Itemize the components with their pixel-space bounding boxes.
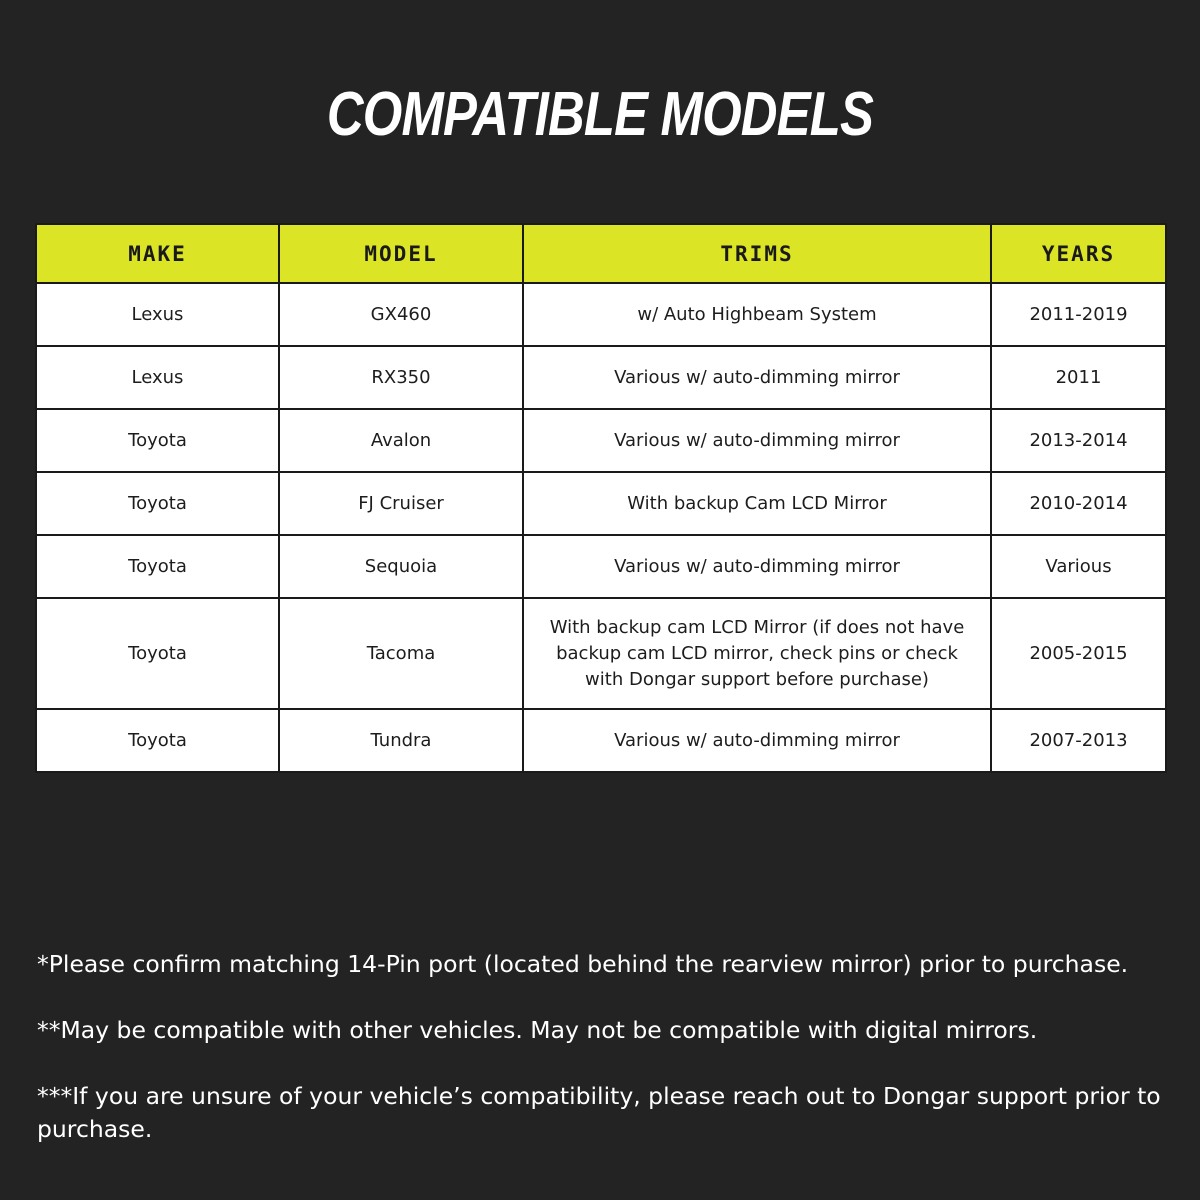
cell-make: Lexus (36, 283, 279, 346)
cell-make: Toyota (36, 472, 279, 535)
column-header-make: MAKE (36, 224, 279, 283)
cell-years: 2013-2014 (991, 409, 1166, 472)
cell-years: 2010-2014 (991, 472, 1166, 535)
cell-model: GX460 (279, 283, 523, 346)
table-row (36, 409, 1166, 472)
footnotes (37, 948, 1167, 1179)
cell-model: Sequoia (279, 535, 523, 598)
cell-trims: Various w/ auto-dimming mirror (523, 535, 991, 598)
cell-make: Lexus (36, 346, 279, 409)
table-row (36, 598, 1166, 709)
table-row (36, 283, 1166, 346)
cell-model: Tacoma (279, 598, 523, 709)
cell-years: 2007-2013 (991, 709, 1166, 772)
cell-model: RX350 (279, 346, 523, 409)
table-row (36, 472, 1166, 535)
cell-make: Toyota (36, 709, 279, 772)
table-row (36, 535, 1166, 598)
column-header-model: MODEL (279, 224, 523, 283)
cell-trims: With backup Cam LCD Mirror (523, 472, 991, 535)
compatibility-table-container (35, 223, 1165, 773)
column-header-trims: TRIMS (523, 224, 991, 283)
cell-make: Toyota (36, 409, 279, 472)
page-title: COMPATIBLE MODELS (326, 80, 874, 149)
column-header-years: YEARS (991, 224, 1166, 283)
cell-model: FJ Cruiser (279, 472, 523, 535)
footnote-pin-port: *Please confirm matching 14-Pin port (located behind the rearview mirror) prior to purchase. (37, 950, 1129, 978)
footnote-other-vehicles: **May be compatible with other vehicles. May not be compatible with digital mirrors. (37, 1016, 1038, 1044)
cell-years: 2005-2015 (991, 598, 1166, 709)
cell-make: Toyota (36, 535, 279, 598)
compatibility-table (35, 223, 1167, 773)
cell-years: 2011 (991, 346, 1166, 409)
cell-trims: w/ Auto Highbeam System (523, 283, 991, 346)
cell-trims: Various w/ auto-dimming mirror (523, 346, 991, 409)
cell-trims: With backup cam LCD Mirror (if does not have backup cam LCD mirror, check pins or check with Dongar support before purchase) (523, 598, 991, 709)
cell-model: Avalon (279, 409, 523, 472)
cell-trims: Various w/ auto-dimming mirror (523, 709, 991, 772)
footnote-support-contact: ***If you are unsure of your vehicle’s compatibility, please reach out to Dongar support prior to purchase. (37, 1082, 1161, 1143)
table-row (36, 346, 1166, 409)
cell-make: Toyota (36, 598, 279, 709)
table-row (36, 709, 1166, 772)
cell-model: Tundra (279, 709, 523, 772)
cell-years: 2011-2019 (991, 283, 1166, 346)
table-header-row (36, 224, 1166, 283)
cell-years: Various (991, 535, 1166, 598)
cell-trims: Various w/ auto-dimming mirror (523, 409, 991, 472)
